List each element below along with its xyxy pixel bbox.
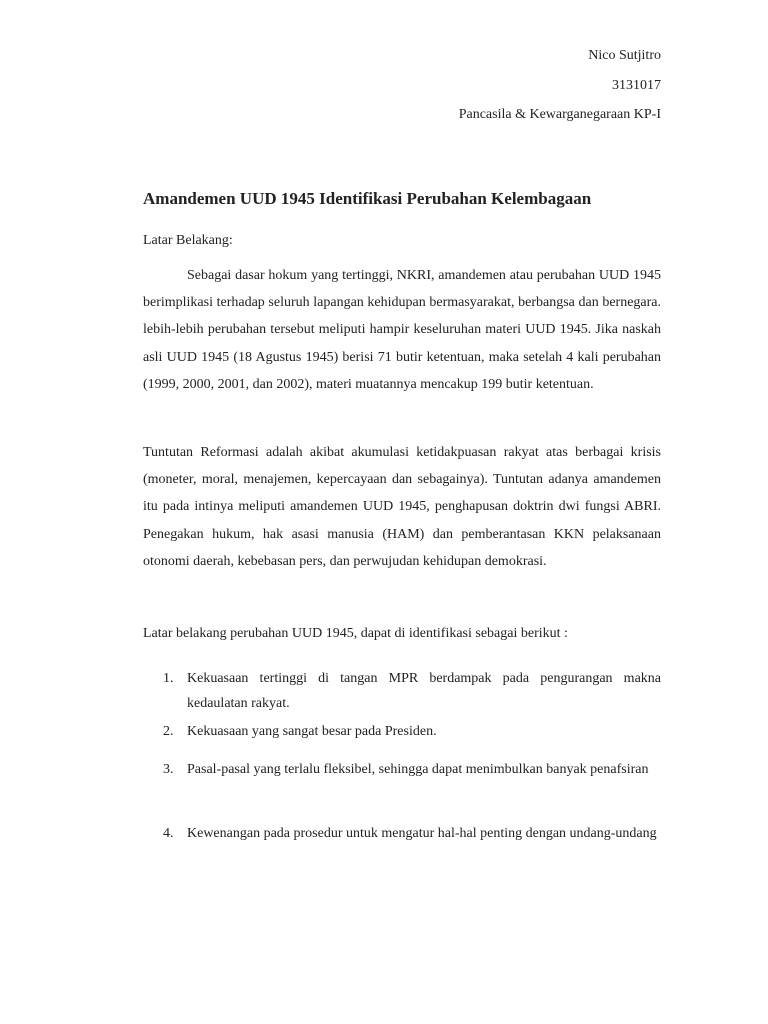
student-id: 3131017 — [612, 78, 661, 93]
list-intro: Latar belakang perubahan UUD 1945, dapat di identifikasi sebagai berikut : — [143, 626, 568, 641]
list-text: Kewenangan pada prosedur untuk mengatur hal-hal penting dengan undang-undang — [187, 826, 657, 841]
list-text: Kekuasaan tertinggi di tangan MPR berdampak pada pengurangan makna kedaulatan rakyat. — [187, 671, 661, 711]
author-name: Nico Sutjitro — [588, 48, 661, 63]
course-name: Pancasila & Kewarganegaraan KP-I — [458, 107, 661, 122]
list-item — [143, 821, 661, 846]
document-title: Amandemen UUD 1945 Identifikasi Perubahan Kelembagaan — [143, 189, 592, 208]
list-item — [143, 666, 661, 716]
list-number: 4. — [163, 826, 174, 841]
list-item — [143, 719, 661, 744]
paragraph-background-2: Tuntutan Reformasi adalah akibat akumulasi ketidakpuasan rakyat atas berbagai krisis (moneter, moral, menajemen, kepercayaan dan sebagainya). Tuntutan adanya amandemen itu pada intinya meliputi amandemen UUD 1945, penghapusan doktrin dwi fungsi ABRI. Penegakan hukum, hak asasi manusia (HAM) dan pemberantasan KKN pelaksanaan otonomi daerah, kebebasan pers, dan perwujudan kehidupan demokrasi. — [143, 445, 661, 569]
list-number: 1. — [163, 671, 174, 686]
list-text: Pasal-pasal yang terlalu fleksibel, sehingga dapat menimbulkan banyak penafsiran — [187, 762, 649, 777]
list-number: 3. — [163, 762, 174, 777]
list-text: Kekuasaan yang sangat besar pada Presiden. — [187, 724, 437, 739]
list-number: 2. — [163, 724, 174, 739]
section-label: Latar Belakang: — [143, 233, 233, 248]
list-item — [143, 757, 661, 782]
paragraph-background-1: Sebagai dasar hokum yang tertinggi, NKRI, amandemen atau perubahan UUD 1945 berimplikasi terhadap seluruh lapangan kehidupan bermasyarakat, berbangsa dan bernegara. lebih-lebih perubahan tersebut meliputi hampir keseluruhan materi UUD 1945. Jika naskah asli UUD 1945 (18 Agustus 1945) berisi 71 butir ketentuan, maka setelah 4 kali perubahan (1999, 2000, 2001, dan 2002), materi muatannya mencakup 199 butir ketentuan. — [143, 268, 661, 392]
